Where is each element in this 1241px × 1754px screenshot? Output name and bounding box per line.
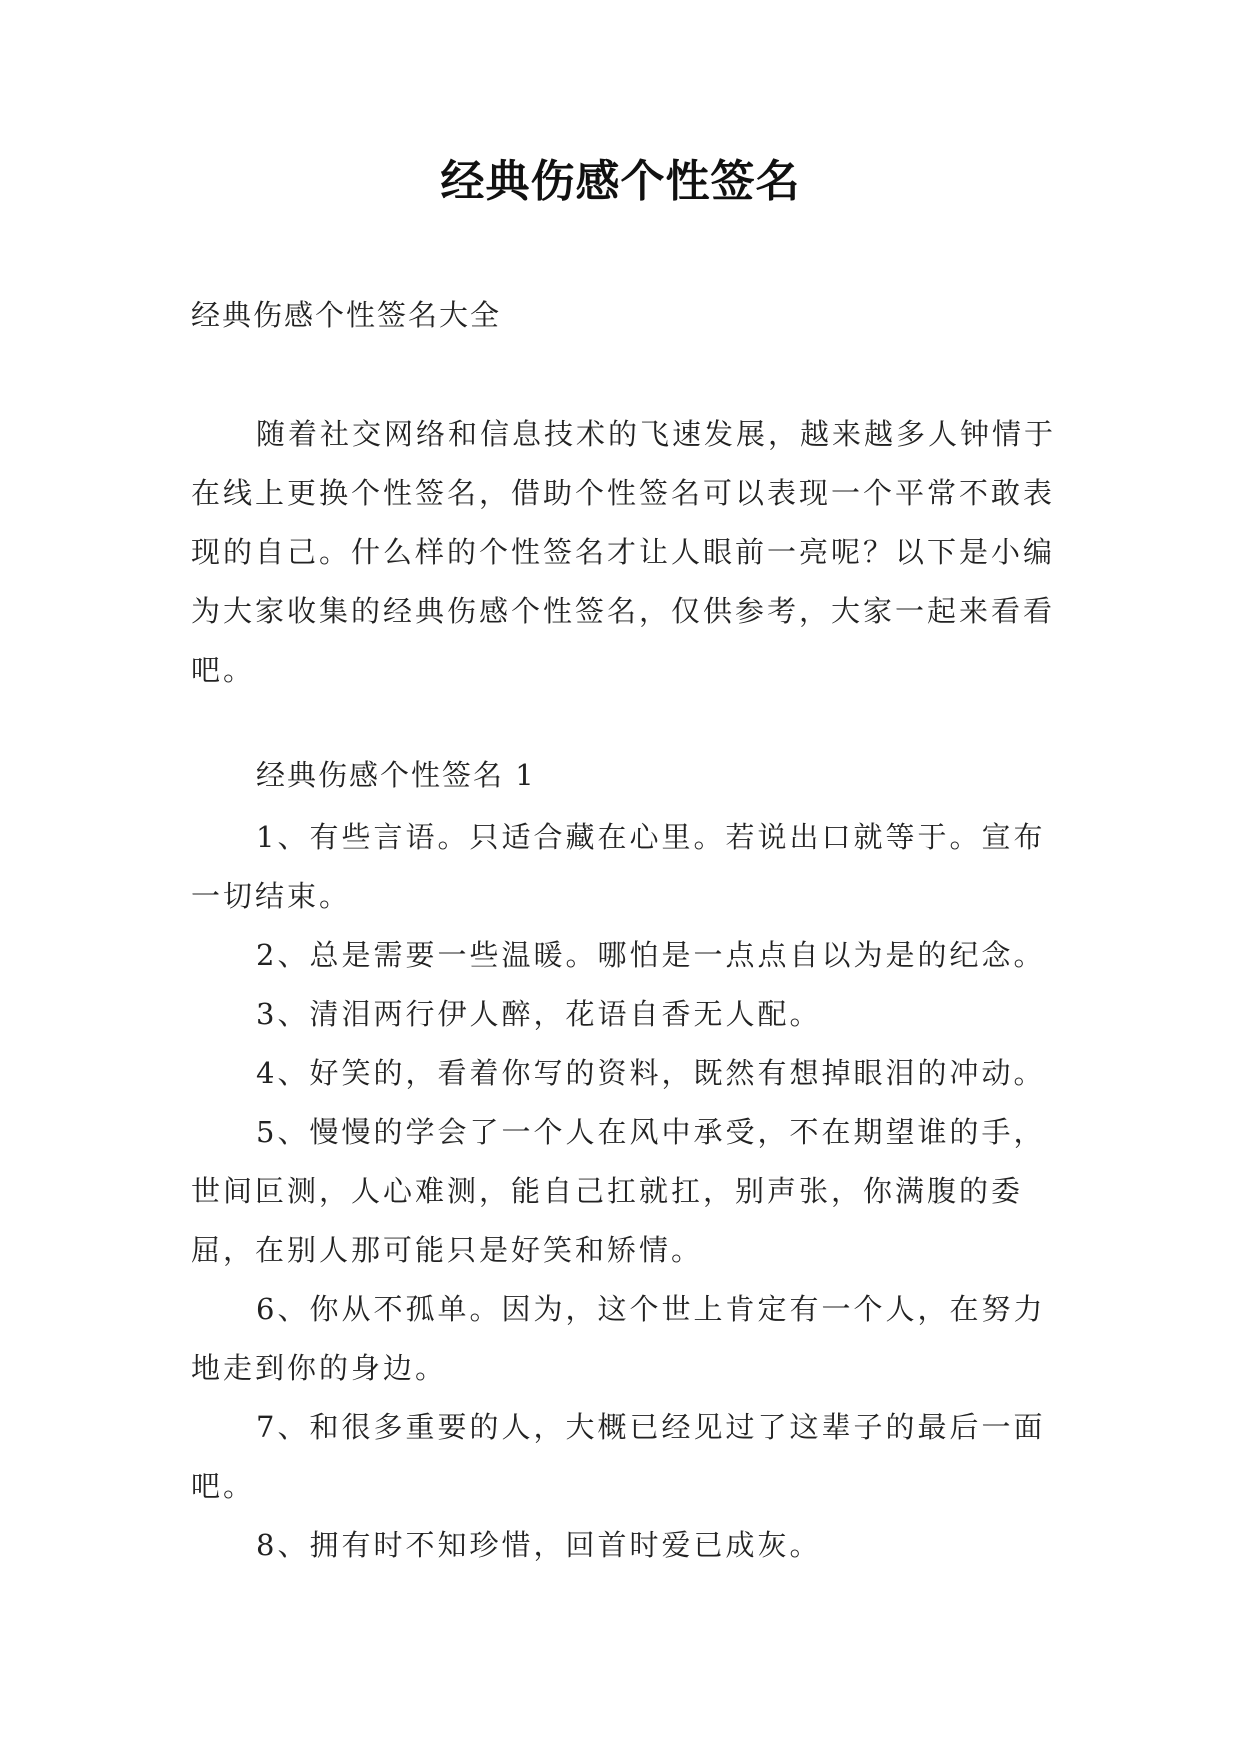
list-item: 7、和很多重要的人，大概已经见过了这辈子的最后一面吧。 <box>191 1410 1046 1503</box>
document-title: 经典伤感个性签名 <box>440 156 801 207</box>
document-subtitle: 经典伤感个性签名大全 <box>191 298 502 332</box>
list-item: 3、清泪两行伊人醉，花语自香无人配。 <box>256 997 822 1031</box>
list-item: 4、好笑的，看着你写的资料，既然有想掉眼泪的冲动。 <box>256 1056 1046 1090</box>
list-item: 8、拥有时不知珍惜，回首时爱已成灰。 <box>256 1528 822 1562</box>
signature-list <box>191 808 1071 1575</box>
list-item: 1、有些言语。只适合藏在心里。若说出口就等于。宣布一切结束。 <box>191 820 1046 913</box>
list-item: 5、慢慢的学会了一个人在风中承受，不在期望谁的手，世间叵测，人心难测，能自己扛就扛，别声张，你满腹的委屈，在别人那可能只是好笑和矫情。 <box>191 1115 1046 1267</box>
list-item: 2、总是需要一些温暖。哪怕是一点点自以为是的纪念。 <box>256 938 1046 972</box>
intro-paragraph: 随着社交网络和信息技术的飞速发展，越来越多人钟情于在线上更换个性签名，借助个性签名可以表现一个平常不敢表现的自己。什么样的个性签名才让人眼前一亮呢？以下是小编为大家收集的经典伤感个性签名，仅供参考，大家一起来看看吧。 <box>191 417 1057 687</box>
section-heading: 经典伤感个性签名 1 <box>256 758 536 792</box>
list-item: 6、你从不孤单。因为，这个世上肯定有一个人，在努力地走到你的身边。 <box>191 1292 1046 1385</box>
